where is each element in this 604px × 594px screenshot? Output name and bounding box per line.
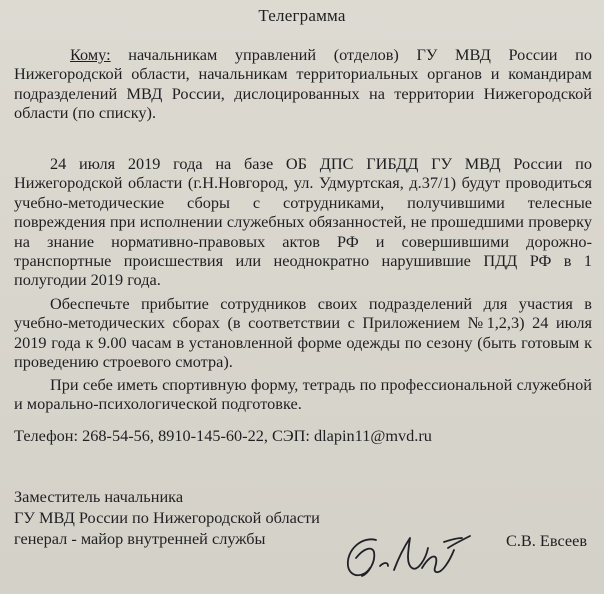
paragraph-required-items: При себе иметь спортивную форму, тетрадь по профессиональной служебной и морально-психологической подготовке. [14,375,592,414]
contact-line: Телефон: 268-54-56, 8910-145-60-22, СЭП: dlapin11@mvd.ru [14,426,432,445]
addressee-text: начальникам управлений (отделов) ГУ МВД России по Нижегородской области, начальникам территориальных органов и командирам подразделений МВД России, дислоцированных на территории Нижегородской области (по списку). [14,45,592,123]
handwritten-signature [336,518,476,590]
signer-rank: генерал - майор внутренней службы [14,529,266,548]
document-title: Телеграмма [258,6,346,25]
signer-name: С.В. Евсеев [506,531,588,550]
paragraph-attendance-order: Обеспечьте прибытие сотрудников своих подразделений для участия в учебно-методических сборах (в соответствии с Приложением №1,2,3) 24 июля 2019 года к 9.00 часам в установленной форме одежды по сезону (быть готовым к проведению строевого смотра). [14,294,592,372]
paragraph-event-announcement: 24 июля 2019 года на базе ОБ ДПС ГИБДД ГУ МВД России по Нижегородской области (г.Н.Новгород, ул. Удмуртская, д.37/1) будут проводиться учебно-методические сборы с сотрудниками, получившими телесные повреждения при исполнении служебных обязанностей, не прошедшими проверку на знание нормативно-правовых актов РФ и совершившими дорожно-транспортные происшествия или неоднократно нарушившие ПДД РФ в 1 полугодии 2019 года. [14,154,592,290]
signer-organization: ГУ МВД России по Нижегородской области [14,508,320,527]
addressee-label: Кому: [70,45,111,64]
signer-position: Заместитель начальника [14,487,184,506]
addressee-block [14,45,592,123]
